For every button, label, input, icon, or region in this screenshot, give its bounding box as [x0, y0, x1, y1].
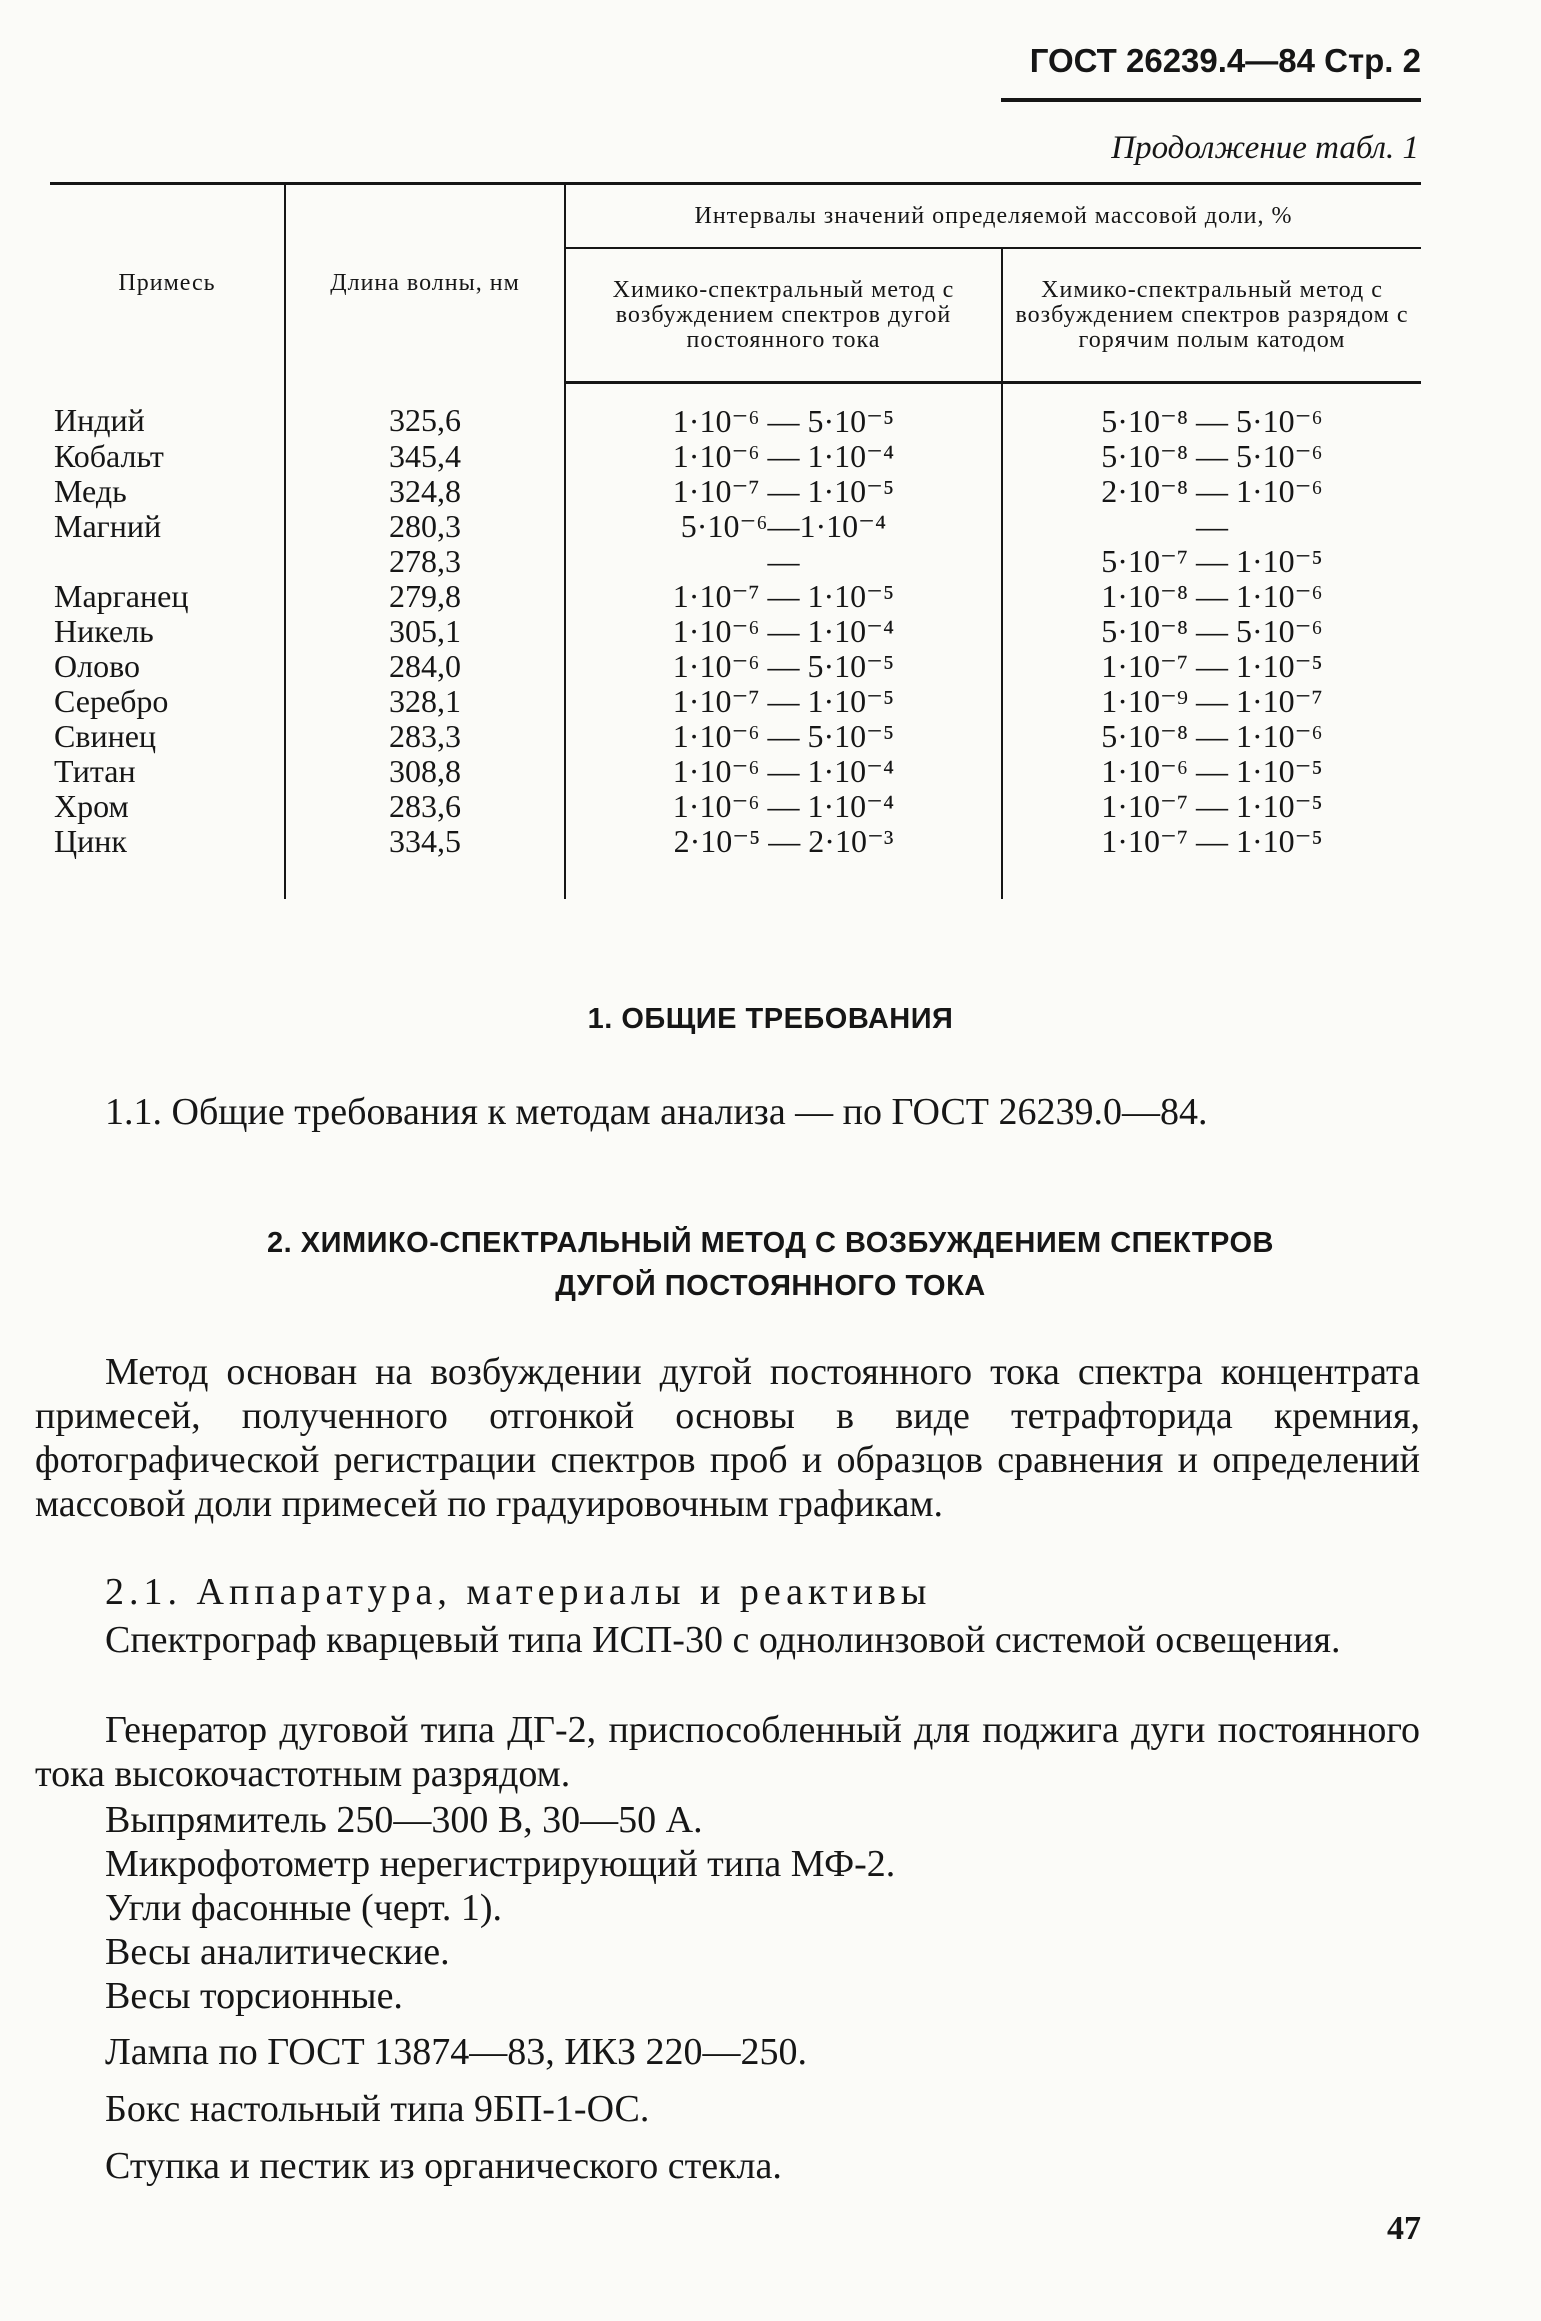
impurity-name-cell: Индий — [54, 402, 145, 439]
method2-range-cell: — — [1002, 509, 1421, 544]
method2-range-cell: 5·10⁻⁸ — 5·10⁻⁶ — [1002, 383, 1421, 440]
equipment-item-generator: Генератор дуговой типа ДГ-2, приспособленный для поджига дуги постоянного тока высокочастотным разрядом. — [35, 1709, 1420, 1795]
method1-range-cell: 1·10⁻⁶ — 1·10⁻⁴ — [565, 754, 1002, 789]
method1-range-cell: 1·10⁻⁷ — 1·10⁻⁵ — [565, 684, 1002, 719]
method2-range-cell: 1·10⁻⁶ — 1·10⁻⁵ — [1002, 754, 1421, 789]
table-row — [50, 649, 1421, 684]
table-row — [50, 509, 1421, 544]
impurity-name-cell: Хром — [54, 788, 129, 824]
col-header-wavelength: Длина волны, нм — [285, 184, 565, 383]
subsection-heading: 2.1. Аппаратура, материалы и реактивы — [105, 1571, 932, 1613]
table-row — [50, 439, 1421, 474]
page-header: ГОСТ 26239.4—84 Стр. 2 — [1029, 42, 1421, 79]
impurity-name-cell: Серебро — [54, 683, 169, 719]
col-group-header: Интервалы значений определяемой массовой доли, % — [565, 184, 1421, 249]
wavelength-cell: 283,3 — [285, 719, 565, 754]
method1-range-cell: 1·10⁻⁷ — 1·10⁻⁵ — [565, 474, 1002, 509]
wavelength-cell: 328,1 — [285, 684, 565, 719]
table-row — [50, 614, 1421, 649]
table-continuation-label: Продолжение табл. 1 — [1111, 130, 1419, 166]
method2-range-cell: 5·10⁻⁸ — 5·10⁻⁶ — [1002, 614, 1421, 649]
method1-range-cell: 1·10⁻⁶ — 1·10⁻⁴ — [565, 439, 1002, 474]
equipment-item-analytical-scales: Весы аналитические. — [105, 1931, 450, 1973]
col-header-method1: Химико-спектральный метод с возбуждением спектров дугой постоянного тока — [565, 248, 1002, 383]
equipment-item-mortar: Ступка и пестик из органического стекла. — [105, 2145, 782, 2187]
wavelength-cell: 308,8 — [285, 754, 565, 789]
impurity-name-cell: Цинк — [54, 823, 127, 859]
table-row — [50, 474, 1421, 509]
equipment-item-lamp: Лампа по ГОСТ 13874—83, ИКЗ 220—250. — [105, 2031, 808, 2073]
wavelength-cell: 345,4 — [285, 439, 565, 474]
wavelength-cell: 279,8 — [285, 579, 565, 614]
method2-range-cell: 1·10⁻⁸ — 1·10⁻⁶ — [1002, 579, 1421, 614]
method2-range-cell: 5·10⁻⁸ — 1·10⁻⁶ — [1002, 719, 1421, 754]
equipment-item-torsion-scales: Весы торсионные. — [105, 1975, 403, 2017]
method1-range-cell: 1·10⁻⁶ — 5·10⁻⁵ — [565, 649, 1002, 684]
method2-range-cell: 5·10⁻⁸ — 5·10⁻⁶ — [1002, 439, 1421, 474]
section1-heading: 1. ОБЩИЕ ТРЕБОВАНИЯ — [587, 1003, 954, 1035]
col-header-method2: Химико-спектральный метод с возбуждением спектров разрядом с горячим полым катодом — [1002, 248, 1421, 383]
method1-range-cell: 2·10⁻⁵ — 2·10⁻³ — [565, 824, 1002, 899]
method1-range-cell: — — [565, 544, 1002, 579]
impurity-name-cell: Свинец — [54, 718, 157, 754]
method1-range-cell: 1·10⁻⁶ — 1·10⁻⁴ — [565, 614, 1002, 649]
equipment-item-spectrograph: Спектрограф кварцевый типа ИСП-30 с однолинзовой системой освещения. — [105, 1619, 1341, 1661]
wavelength-cell: 324,8 — [285, 474, 565, 509]
impurity-table — [50, 182, 1421, 899]
method2-range-cell: 5·10⁻⁷ — 1·10⁻⁵ — [1002, 544, 1421, 579]
table-row — [50, 684, 1421, 719]
impurity-name-cell: Марганец — [54, 578, 189, 614]
wavelength-cell: 334,5 — [285, 824, 565, 899]
impurity-name-cell: Медь — [54, 473, 127, 509]
col-header-impurity: Примесь — [50, 184, 285, 383]
table-row — [50, 789, 1421, 824]
equipment-item-carbons: Угли фасонные (черт. 1). — [105, 1887, 502, 1929]
method1-range-cell: 5·10⁻⁶—1·10⁻⁴ — [565, 509, 1002, 544]
table-row — [50, 383, 1421, 440]
method1-range-cell: 1·10⁻⁷ — 1·10⁻⁵ — [565, 579, 1002, 614]
section2-intro: Метод основан на возбуждении дугой постоянного тока спектра концентрата примесей, полученного отгонкой основы в виде тетрафторида кремния, фотографической регистрации спектров проб и образцов сравнения и определений массовой доли примесей по градуировочным графикам. — [35, 1351, 1420, 1525]
method2-range-cell: 1·10⁻⁷ — 1·10⁻⁵ — [1002, 649, 1421, 684]
method2-range-cell: 1·10⁻⁷ — 1·10⁻⁵ — [1002, 789, 1421, 824]
impurity-name-cell: Титан — [54, 753, 136, 789]
table-row — [50, 719, 1421, 754]
table-row — [50, 754, 1421, 789]
impurity-name-cell: Никель — [54, 613, 154, 649]
impurity-name-cell: Олово — [54, 648, 140, 684]
wavelength-cell: 283,6 — [285, 789, 565, 824]
method2-range-cell: 1·10⁻⁹ — 1·10⁻⁷ — [1002, 684, 1421, 719]
equipment-item-rectifier: Выпрямитель 250—300 В, 30—50 А. — [105, 1799, 703, 1841]
wavelength-cell: 278,3 — [285, 544, 565, 579]
impurity-name-cell: Магний — [54, 508, 162, 544]
section1-paragraph: 1.1. Общие требования к методам анализа — по ГОСТ 26239.0—84. — [105, 1091, 1208, 1133]
method2-range-cell: 1·10⁻⁷ — 1·10⁻⁵ — [1002, 824, 1421, 899]
table-row — [50, 544, 1421, 579]
impurity-name-cell: Кобальт — [54, 438, 164, 474]
equipment-item-box: Бокс настольный типа 9БП-1-ОС. — [105, 2088, 650, 2130]
method1-range-cell: 1·10⁻⁶ — 1·10⁻⁴ — [565, 789, 1002, 824]
page-number: 47 — [1387, 2210, 1421, 2247]
wavelength-cell: 325,6 — [285, 383, 565, 440]
wavelength-cell: 280,3 — [285, 509, 565, 544]
section2-heading-line2: ДУГОЙ ПОСТОЯННОГО ТОКА — [555, 1270, 986, 1302]
table-row — [50, 579, 1421, 614]
method1-range-cell: 1·10⁻⁶ — 5·10⁻⁵ — [565, 383, 1002, 440]
wavelength-cell: 305,1 — [285, 614, 565, 649]
method1-range-cell: 1·10⁻⁶ — 5·10⁻⁵ — [565, 719, 1002, 754]
wavelength-cell: 284,0 — [285, 649, 565, 684]
equipment-item-microphotometer: Микрофотометр нерегистрирующий типа МФ-2. — [105, 1843, 896, 1885]
method2-range-cell: 2·10⁻⁸ — 1·10⁻⁶ — [1002, 474, 1421, 509]
section2-heading-line1: 2. ХИМИКО-СПЕКТРАЛЬНЫЙ МЕТОД С ВОЗБУЖДЕНИЕМ СПЕКТРОВ — [267, 1227, 1274, 1259]
header-rule — [1001, 98, 1421, 102]
impurity-name-cell — [50, 544, 285, 579]
table-row — [50, 824, 1421, 899]
